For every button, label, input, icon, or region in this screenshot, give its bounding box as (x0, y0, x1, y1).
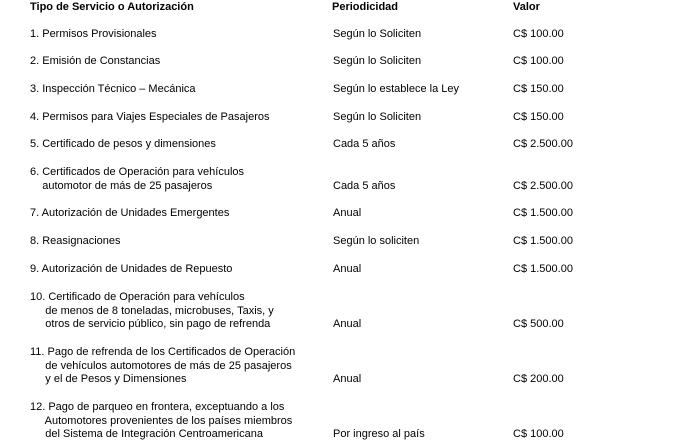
service-name-line: 2. Emisión de Constancias (30, 55, 161, 67)
service-name-line: 6. Certificados de Operación para vehículos (30, 166, 245, 178)
value-cell: C$ 1.500.00 (513, 235, 573, 247)
service-name (30, 263, 232, 277)
service-name-line: 4. Permisos para Viajes Especiales de Pasajeros (30, 111, 270, 123)
periodicity-cell: Anual (333, 207, 362, 219)
header-service: Tipo de Servicio o Autorización (30, 1, 194, 13)
service-name-line: 12. Pago de parqueo en frontera, exceptuando a los (30, 401, 285, 413)
service-name (30, 401, 292, 442)
value-cell: C$ 500.00 (513, 318, 564, 330)
service-name (30, 83, 196, 97)
periodicity-cell: Según lo establece la Ley (333, 83, 459, 95)
value-cell: C$ 2.500.00 (513, 138, 573, 150)
periodicity-cell: Por ingreso al país (333, 428, 425, 440)
service-name-line: 10. Certificado de Operación para vehículos (30, 291, 245, 303)
value-cell: C$ 2.500.00 (513, 179, 573, 192)
periodicity-cell: Según lo Soliciten (333, 55, 422, 67)
service-name-line: 7. Autorización de Unidades Emergentes (30, 207, 230, 219)
value-cell: C$ 100.00 (513, 55, 564, 67)
periodicity-cell: Anual (333, 373, 362, 385)
service-name (30, 235, 121, 249)
service-name-line: 8. Reasignaciones (30, 235, 121, 247)
periodicity-cell: Anual (333, 318, 362, 330)
service-name (30, 207, 229, 221)
service-name-line: 3. Inspección Técnico – Mecánica (30, 83, 196, 95)
periodicity-cell: Anual (333, 263, 362, 275)
value-cell: C$ 200.00 (513, 373, 564, 385)
service-name-line: Automotores provenientes de los países miembros (30, 414, 293, 427)
header-period: Periodicidad (332, 1, 399, 13)
periodicity-cell: Según lo Soliciten (333, 28, 422, 40)
service-name-line: 11. Pago de refrenda de los Certificados de Operación (30, 346, 296, 358)
service-name (30, 28, 157, 42)
service-name-line: automotor de más de 25 pasajeros (30, 179, 213, 192)
value-cell: C$ 1.500.00 (513, 263, 573, 275)
service-name-line: otros de servicio público, sin pago de refrenda (30, 318, 271, 330)
service-name-line: 5. Certificado de pesos y dimensiones (30, 138, 216, 150)
service-name-line: 1. Permisos Provisionales (30, 28, 157, 40)
service-name (30, 166, 244, 193)
service-name-line: y el de Pesos y Dimensiones (30, 373, 187, 385)
value-cell: C$ 150.00 (513, 83, 564, 95)
service-name-line: de vehículos automotores de más de 25 pasajeros (30, 359, 292, 372)
service-name-line: de menos de 8 toneladas, microbuses, Taxis, y (30, 304, 274, 317)
service-name (30, 138, 216, 152)
service-name (30, 111, 269, 125)
periodicity-cell: Cada 5 años (333, 138, 396, 150)
service-name-line: del Sistema de Integración Centroamericana (30, 428, 263, 440)
periodicity-cell: Cada 5 años (333, 179, 396, 192)
service-name (30, 55, 160, 69)
service-name-line: 9. Autorización de Unidades de Repuesto (30, 263, 233, 275)
value-cell: C$ 150.00 (513, 111, 564, 123)
value-cell: C$ 100.00 (513, 428, 564, 440)
header-value: Valor (513, 1, 540, 13)
value-cell: C$ 100.00 (513, 28, 564, 40)
periodicity-cell: Según lo Soliciten (333, 111, 422, 123)
service-name (30, 291, 274, 332)
value-cell: C$ 1.500.00 (513, 207, 573, 219)
periodicity-cell: Según lo soliciten (333, 235, 420, 247)
service-name (30, 346, 295, 387)
